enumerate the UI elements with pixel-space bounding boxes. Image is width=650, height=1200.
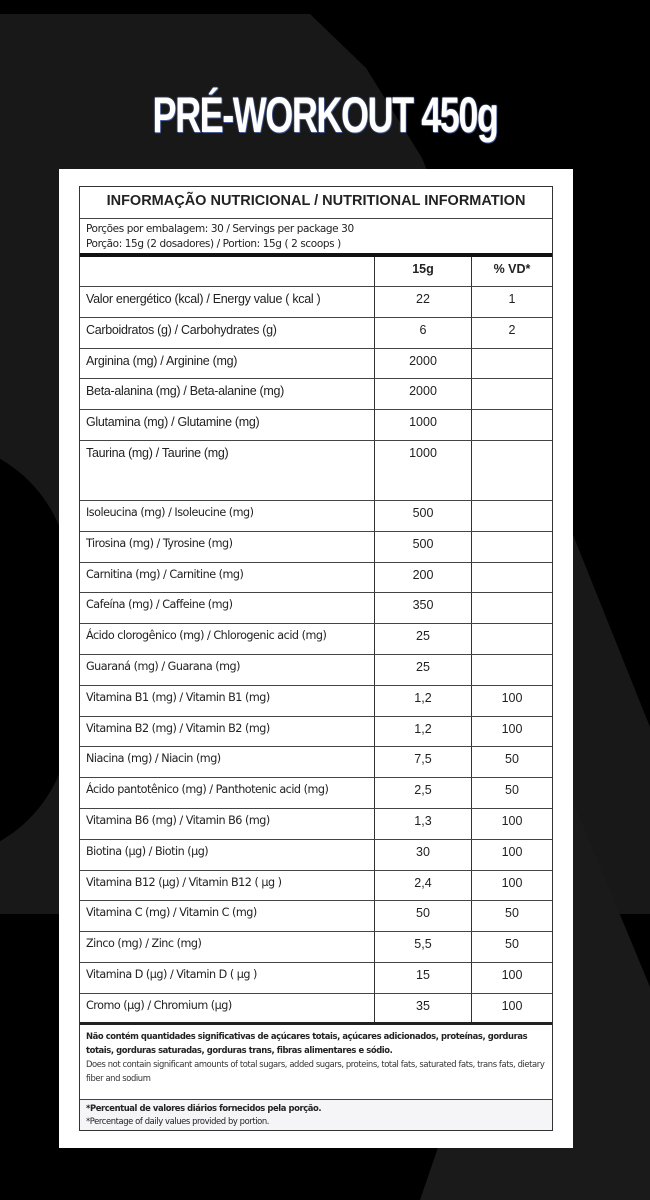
table-row — [80, 994, 552, 1025]
nutrient-quantity: 1000 — [375, 410, 472, 440]
table-row — [80, 809, 552, 840]
table-row — [80, 501, 552, 532]
nutrient-daily-value: 50 — [505, 906, 519, 921]
note-portuguese: Não contém quantidades significativas de açúcares totais, açúcares adicionados, proteínas, gorduras totais, gorduras saturadas, gorduras trans, fibras alimentares e sódio. — [86, 1030, 528, 1055]
servings-per-package: Porções por embalagem: 30 / Servings per package 30 — [86, 223, 354, 235]
column-header-daily-value: % VD* — [493, 262, 531, 276]
nutrient-daily-value — [472, 349, 552, 379]
nutrient-quantity: 2,4 — [375, 871, 472, 901]
nutrient-name: Vitamina B6 (mg) / Vitamin B6 (mg) — [80, 809, 375, 839]
column-header-quantity: 15g — [375, 257, 472, 286]
table-row — [80, 563, 552, 594]
nutrition-label-card — [59, 169, 573, 1148]
nutrient-daily-value — [472, 379, 552, 409]
disclaimer-note — [80, 1025, 552, 1100]
nutrient-quantity: 500 — [375, 501, 472, 531]
nutrient-daily-value — [472, 563, 552, 593]
column-header-row — [80, 257, 552, 287]
nutrient-quantity: 25 — [375, 624, 472, 654]
footnote-portuguese: *Percentual de valores diários fornecidos pela porção. — [86, 1102, 322, 1113]
nutrient-name: Carnitina (mg) / Carnitine (mg) — [80, 563, 375, 593]
nutrient-daily-value — [472, 624, 552, 654]
nutrient-name: Isoleucina (mg) / Isoleucine (mg) — [80, 501, 375, 531]
nutrient-daily-value: 100 — [501, 998, 523, 1013]
column-header-name — [80, 257, 375, 286]
nutrient-quantity: 350 — [375, 593, 472, 623]
servings-info — [80, 219, 552, 257]
table-row — [80, 717, 552, 748]
table-row — [80, 410, 552, 441]
table-row — [80, 379, 552, 410]
nutrient-name: Carboidratos (g) / Carbohydrates (g) — [80, 318, 375, 348]
nutrient-daily-value: 100 — [501, 721, 523, 736]
nutrient-quantity: 6 — [375, 318, 472, 348]
footnote-english: *Percentage of daily values provided by portion. — [86, 1115, 270, 1126]
nutrient-quantity: 200 — [375, 563, 472, 593]
nutrient-quantity: 30 — [375, 840, 472, 870]
note-english: Does not contain significant amounts of total sugars, added sugars, proteins, total fats, saturated fats, trans fats, dietary fiber and sodium — [86, 1058, 545, 1083]
nutrient-name: Biotina (µg) / Biotin (µg) — [80, 840, 375, 870]
nutrient-quantity: 5,5 — [375, 932, 472, 962]
table-row — [80, 963, 552, 994]
table-row — [80, 932, 552, 963]
nutrient-name: Guaraná (mg) / Guarana (mg) — [80, 655, 375, 685]
nutrient-daily-value: 100 — [501, 844, 523, 859]
table-row — [80, 349, 552, 380]
nutrient-quantity: 2,5 — [375, 778, 472, 808]
nutrient-name: Vitamina C (mg) / Vitamin C (mg) — [80, 901, 375, 931]
nutrient-quantity: 500 — [375, 532, 472, 562]
table-row — [80, 624, 552, 655]
table-row — [80, 655, 552, 686]
nutrient-quantity: 2000 — [375, 349, 472, 379]
nutrient-daily-value: 100 — [501, 813, 523, 828]
nutrient-name: Ácido clorogênico (mg) / Chlorogenic acid (mg) — [80, 624, 375, 654]
table-row — [80, 871, 552, 902]
table-row — [80, 840, 552, 871]
nutrient-name: Vitamina B2 (mg) / Vitamin B2 (mg) — [80, 717, 375, 747]
nutrient-daily-value: 50 — [505, 752, 519, 767]
footnote — [80, 1100, 552, 1130]
table-row — [80, 593, 552, 624]
table-row — [80, 901, 552, 932]
nutrient-name: Beta-alanina (mg) / Beta-alanine (mg) — [80, 379, 375, 409]
table-row — [80, 778, 552, 809]
nutrient-quantity: 2000 — [375, 379, 472, 409]
table-row — [80, 686, 552, 717]
portion-size: Porção: 15g (2 dosadores) / Portion: 15g ( 2 scoops ) — [86, 238, 341, 250]
nutrient-daily-value — [472, 532, 552, 562]
nutrient-quantity: 15 — [375, 963, 472, 993]
nutrient-daily-value: 50 — [505, 937, 519, 952]
nutrition-table — [79, 186, 553, 1131]
table-title: INFORMAÇÃO NUTRICIONAL / NUTRITIONAL INFORMATION — [80, 187, 552, 219]
nutrient-name: Taurina (mg) / Taurine (mg) — [80, 441, 375, 500]
nutrient-daily-value: 50 — [505, 783, 519, 798]
nutrient-name: Glutamina (mg) / Glutamine (mg) — [80, 410, 375, 440]
nutrient-daily-value — [472, 441, 552, 500]
nutrient-name: Arginina (mg) / Arginine (mg) — [80, 349, 375, 379]
nutrient-daily-value: 100 — [501, 967, 523, 982]
nutrient-daily-value: 100 — [501, 690, 523, 705]
nutrient-quantity: 35 — [375, 994, 472, 1022]
nutrient-daily-value — [472, 593, 552, 623]
table-row — [80, 318, 552, 349]
nutrient-name: Niacina (mg) / Niacin (mg) — [80, 747, 375, 777]
nutrient-name: Vitamina B12 (µg) / Vitamin B12 ( µg ) — [80, 871, 375, 901]
nutrient-daily-value: 2 — [508, 322, 516, 337]
nutrient-daily-value — [472, 655, 552, 685]
nutrient-quantity: 7,5 — [375, 747, 472, 777]
nutrient-daily-value — [472, 410, 552, 440]
nutrient-name: Tirosina (mg) / Tyrosine (mg) — [80, 532, 375, 562]
nutrient-name: Vitamina B1 (mg) / Vitamin B1 (mg) — [80, 686, 375, 716]
nutrient-quantity: 50 — [375, 901, 472, 931]
nutrient-name: Vitamina D (µg) / Vitamin D ( µg ) — [80, 963, 375, 993]
nutrient-name: Ácido pantotênico (mg) / Panthotenic acid (mg) — [80, 778, 375, 808]
table-row — [80, 287, 552, 318]
nutrient-name: Valor energético (kcal) / Energy value ( kcal ) — [80, 287, 375, 317]
table-row — [80, 441, 552, 501]
nutrient-quantity: 1000 — [375, 441, 472, 500]
nutrient-quantity: 1,3 — [375, 809, 472, 839]
nutrient-quantity: 25 — [375, 655, 472, 685]
nutrient-quantity: 1,2 — [375, 717, 472, 747]
product-title: PRÉ-WORKOUT 450g — [152, 87, 498, 143]
nutrient-name: Cafeína (mg) / Caffeine (mg) — [80, 593, 375, 623]
nutrient-daily-value: 1 — [508, 292, 516, 306]
table-row — [80, 747, 552, 778]
nutrient-quantity: 22 — [375, 287, 472, 317]
nutrient-name: Zinco (mg) / Zinc (mg) — [80, 932, 375, 962]
nutrient-daily-value: 100 — [501, 875, 523, 890]
nutrient-name: Cromo (µg) / Chromium (µg) — [80, 994, 375, 1022]
nutrient-quantity: 1,2 — [375, 686, 472, 716]
table-row — [80, 532, 552, 563]
nutrient-daily-value — [472, 501, 552, 531]
